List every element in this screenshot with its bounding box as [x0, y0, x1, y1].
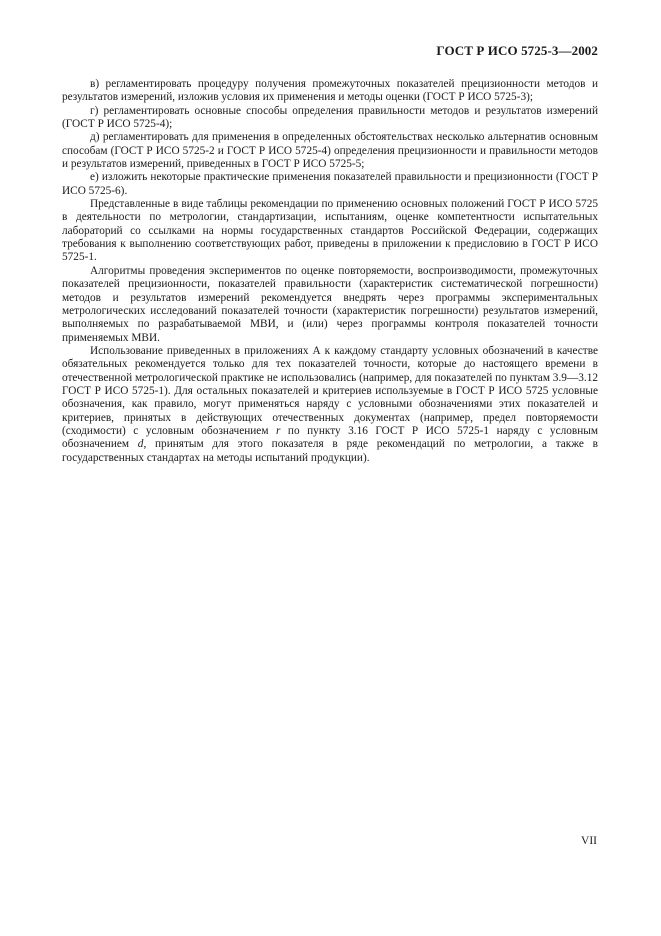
- body-text: [62, 78, 598, 465]
- paragraph-v: в) регламентировать процедуру получения промежуточных показателей прецизионности методов и результатов измерений, изложив условия их применения и методы оценки (ГОСТ Р ИСО 5725-3);: [62, 78, 598, 104]
- paragraph-d: д) регламентировать для применения в определенных обстоятельствах несколько альтернатив основным способам (ГОСТ Р ИСО 5725-2 и ГОСТ Р ИСО 5725-4) определения прецизионности и правильности методов и результатов измерений, приведенных в ГОСТ Р ИСО 5725-5;: [62, 131, 598, 171]
- symbols-text-part2: по пункту 3.16 ГОСТ Р ИСО 5725-1 наряду с условным обозначением: [62, 424, 598, 451]
- paragraph-recommendations: Представленные в виде таблицы рекомендации по применению основных положений ГОСТ Р ИСО 5725 в деятельности по метрологии, стандартизации, испытаниям, оценке компетентности испытательных лабораторий со ссылками на нормы государственных стандартов Российской Федерации, содержащих требования к выполнению соответствующих работ, приведены в приложении к предисловию в ГОСТ Р ИСО 5725-1.: [62, 198, 598, 264]
- symbols-text-part1: Использование приведенных в приложениях А к каждому стандарту условных обозначений в качестве обязательных рекомендуется только для тех показателей точности, которые до настоящего времени в отечественной метрологической практике не использовались (например, для показателей по пунктам 3.9—3.12 ГОСТ Р ИСО 5725-1). Для остальных показателей и критериев используемые в ГОСТ Р ИСО 5725 условные обозначения, как правило, могут применяться наряду с условными обозначениями этих показателей и критериев, принятых в действующих отечественных документах (например, предел повторяемости (сходимости) с условным обозначением: [62, 344, 598, 437]
- page-number: VII: [581, 835, 597, 847]
- symbol-r: r: [276, 424, 281, 437]
- paragraph-algorithms: Алгоритмы проведения экспериментов по оценке повторяемости, воспроизводимости, промежуточных показателей прецизионности, показателей правильности (характеристик систематической погрешности) методов и результатов измерений рекомендуется внедрять через программы экспериментальных метрологических исследований показателей точности (характеристик погрешности) результатов измерений, выполняемых по разрабатываемой МВИ, и (или) через программы контроля показателей точности применяемых МВИ.: [62, 264, 598, 344]
- paragraph-symbols: [62, 345, 598, 465]
- paragraph-g: г) регламентировать основные способы определения правильности методов и результатов измерений (ГОСТ Р ИСО 5725-4);: [62, 104, 598, 131]
- symbol-d: d: [137, 438, 144, 451]
- symbols-text-part3: , принятым для этого показателя в ряде рекомендаций по метрологии, а также в государственных стандартах на методы испытаний продукции).: [62, 438, 598, 464]
- document-code-header: ГОСТ Р ИСО 5725-3—2002: [436, 43, 598, 58]
- paragraph-e: е) изложить некоторые практические применения показателей правильности и прецизионности (ГОСТ Р ИСО 5725-6).: [62, 171, 598, 197]
